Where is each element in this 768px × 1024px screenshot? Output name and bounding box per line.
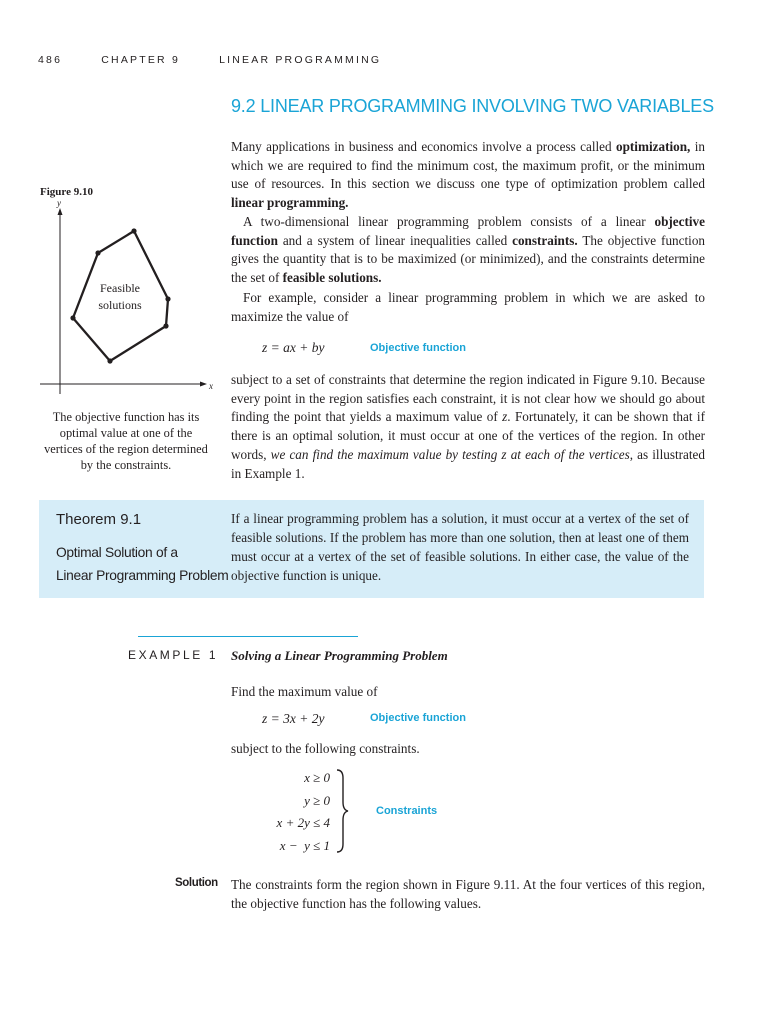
vertex-point	[163, 323, 168, 328]
subject-to-text: subject to the following constraints.	[231, 741, 420, 756]
feasible-region	[73, 231, 168, 361]
constraints-label: Constraints	[376, 805, 438, 817]
constraint-line: x − y ≤ 1	[279, 838, 330, 853]
solution-text: The constraints form the region shown in Figure 9.11. At the four vertices of this region, the objective function has the following values.	[231, 877, 705, 911]
vertex-point	[131, 228, 136, 233]
intro-paragraph-1: Many applications in business and economics involve a process called optimization, in which we are required to find the minimum cost, the maximum profit, or the minimum use of resources. In this section we discuss one type of optimization problem called linear programming.	[231, 139, 705, 211]
example-equation-label: Objective function	[370, 712, 466, 724]
region-label-line1: Feasible	[100, 281, 140, 295]
objective-equation-label: Objective function	[370, 342, 466, 354]
vertex-point	[107, 358, 112, 363]
theorem-number: Theorem 9.1	[56, 511, 142, 528]
vertex-point	[70, 315, 75, 320]
constraints-brace	[334, 768, 350, 854]
figure-caption: The objective function has its optimal value at one of the vertices of the region determined by the constraints.	[44, 410, 208, 472]
x-axis	[40, 382, 207, 387]
chapter-title: LINEAR PROGRAMMING	[219, 54, 382, 66]
example-equation: z = 3x + 2y	[262, 711, 325, 726]
objective-equation: z = ax + by	[262, 340, 325, 355]
intro-paragraph-3: For example, consider a linear programming problem in which we are asked to maximize the value of	[231, 290, 705, 324]
figure-label: Figure 9.10	[40, 186, 93, 198]
vertex-point	[165, 296, 170, 301]
vertex-point	[95, 250, 100, 255]
chapter-label: CHAPTER 9	[101, 54, 180, 66]
page-number: 486	[38, 54, 63, 66]
section-title: 9.2 LINEAR PROGRAMMING INVOLVING TWO VARIABLES	[231, 96, 714, 116]
example-label: EXAMPLE 1	[128, 648, 219, 662]
feasible-region-figure	[38, 196, 218, 402]
constraint-line: y ≥ 0	[304, 793, 330, 808]
constraint-line: x ≥ 0	[304, 770, 330, 785]
intro-paragraph-2: A two-dimensional linear programming problem consists of a linear objective function and a system of linear inequalities called constraints. The objective function gives the quantity that is to be maximized (or minimized), and the constraints determine the set of feasible solutions.	[231, 214, 706, 286]
theorem-text: If a linear programming problem has a solution, it must occur at a vertex of the set of feasible solutions. If the problem has more than one solution, then at least one of them must occur at a vertex of the set of feasible solutions. In either case, the value of the objective function is unique.	[231, 511, 689, 583]
constraint-line: x + 2y ≤ 4	[276, 815, 330, 830]
y-axis	[58, 208, 63, 394]
x-axis-label: x	[209, 381, 213, 391]
running-head	[38, 54, 415, 66]
region-label-line2: solutions	[98, 298, 142, 312]
theorem-title-line2: Linear Programming Problem	[56, 568, 229, 583]
example-intro: Find the maximum value of	[231, 684, 378, 699]
y-axis-label: y	[57, 198, 61, 208]
theorem-title-line1: Optimal Solution of a	[56, 545, 178, 560]
example-rule	[138, 636, 358, 637]
solution-label: Solution	[175, 877, 218, 889]
theorem-title	[56, 541, 228, 587]
body-paragraph: subject to a set of constraints that determine the region indicated in Figure 9.10. Because every point in the region satisfies each constraint, it is not clear how we should go about finding the point that yields a maximum value of z. Fortunately, it can be shown that if there is an optimal solution, it must occur at one of the vertices of the region. In other words, we can find the maximum value by testing z at each of the vertices, as illustrated in Example 1.	[231, 372, 705, 481]
example-title: Solving a Linear Programming Problem	[231, 648, 448, 663]
